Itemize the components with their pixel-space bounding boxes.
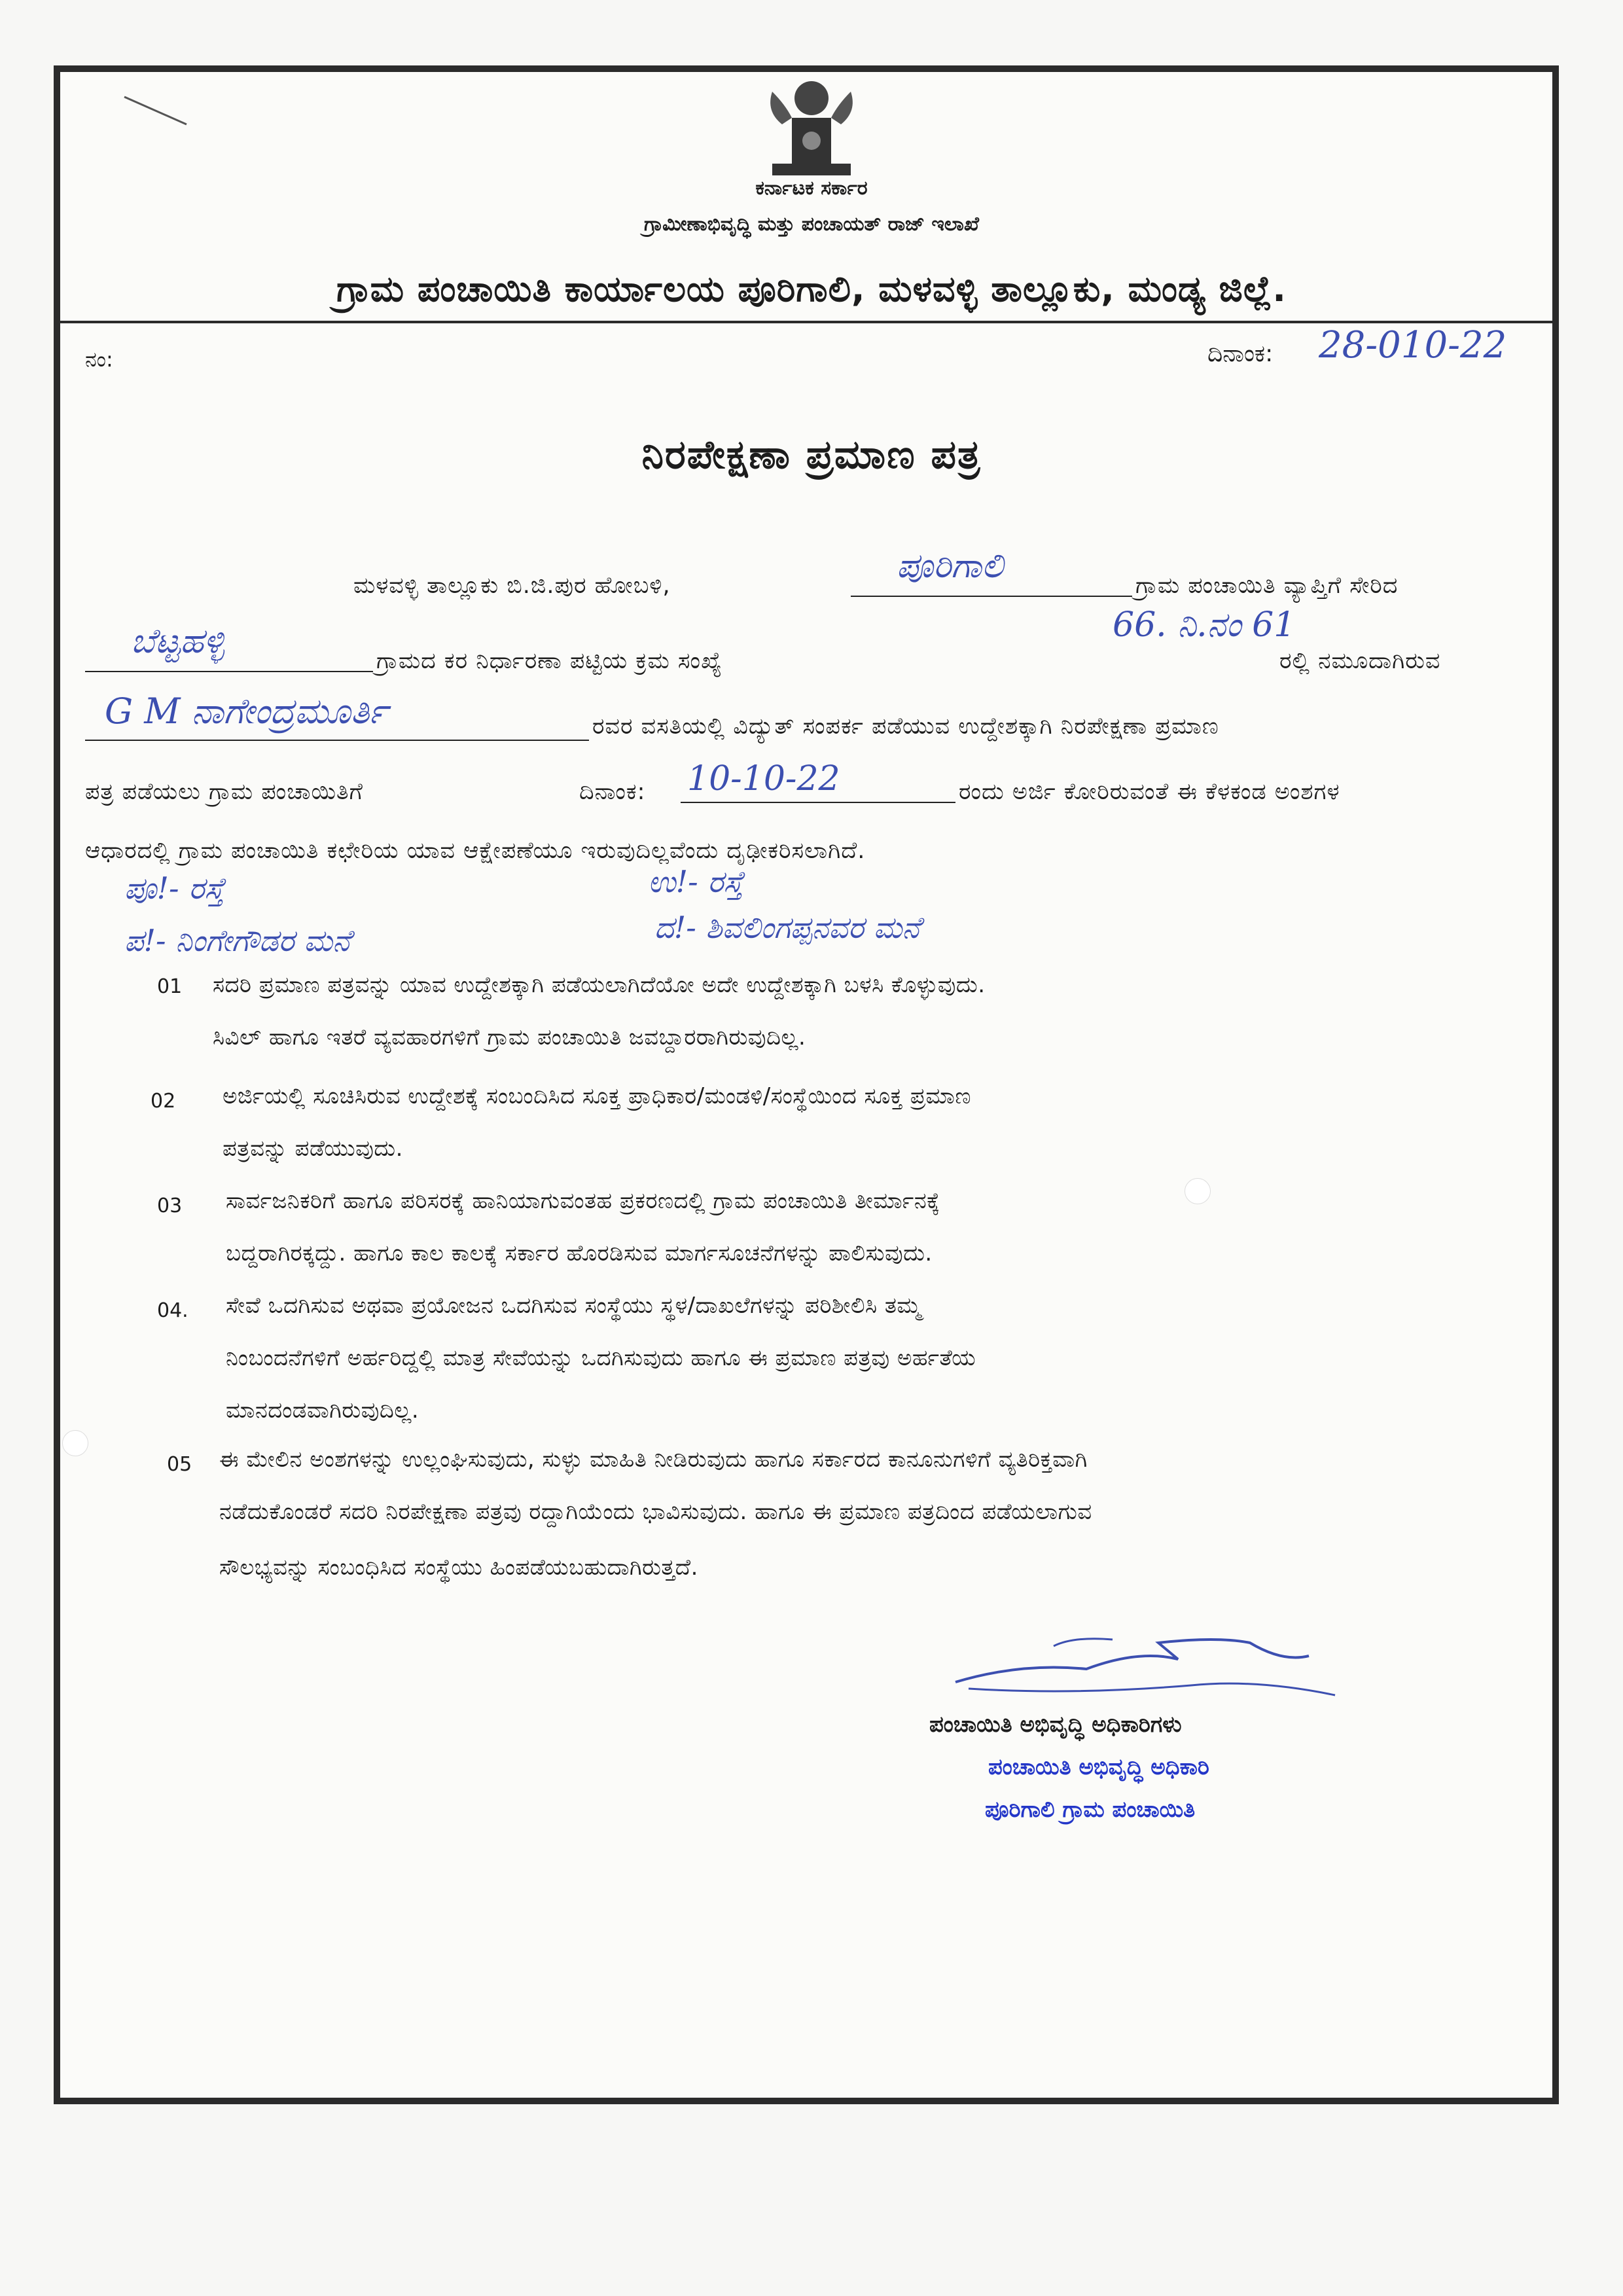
body-line2-a: ಗ್ರಾಮದ ಕರ ನಿರ್ಧಾರಣಾ ಪಟ್ಟಿಯ ಕ್ರಮ ಸಂಖ್ಯೆ [376,648,722,674]
condition-number: 01 [157,975,183,998]
boundary-west: ಪ!- ನಿಂಗೇಗೌಡರ ಮನೆ [124,923,351,958]
condition-text: ಸದರಿ ಪ್ರಮಾಣ ಪತ್ರವನ್ನು ಯಾವ ಉದ್ದೇಶಕ್ಕಾಗಿ ಪಡೆಯಲಾಗಿದೆಯೋ ಅದೇ ಉದ್ದೇಶಕ್ಕಾಗಿ ಬಳಸಿ ಕೊಳ್ಳುವುದು. [213,972,986,998]
punch-hole [62,1430,88,1456]
header-divider [60,321,1552,323]
fill-line [851,596,1132,597]
condition-text: ಪತ್ರವನ್ನು ಪಡೆಯುವುದು. [223,1136,403,1162]
body-line1-a: ಮಳವಳ್ಳಿ ತಾಲ್ಲೂಕು ಬಿ.ಜಿ.ಪುರ ಹೋಬಳಿ, [353,573,671,599]
condition-text: ಸಾರ್ವಜನಿಕರಿಗೆ ಹಾಗೂ ಪರಿಸರಕ್ಕೆ ಹಾನಿಯಾಗುವಂತಹ ಪ್ರಕರಣದಲ್ಲಿ ಗ್ರಾಮ ಪಂಚಾಯಿತಿ ತೀರ್ಮಾನಕ್ಕೆ [226,1188,940,1214]
government-name: ಕರ್ನಾಟಕ ಸರ್ಕಾರ [755,177,868,200]
body-line4-date-label: ದಿನಾಂಕ: [579,779,646,805]
punch-hole [1185,1178,1211,1204]
condition-text: ಮಾನದಂಡವಾಗಿರುವುದಿಲ್ಲ. [226,1397,419,1424]
condition-text: ನಿಂಬಂದನೆಗಳಿಗೆ ಅರ್ಹರಿದ್ದಲ್ಲಿ ಮಾತ್ರ ಸೇವೆಯನ್ನು ಒದಗಿಸುವುದು ಹಾಗೂ ಈ ಪ್ರಮಾಣ ಪತ್ರವು ಅರ್ಹತೆಯ [226,1345,976,1371]
condition-text: ಅರ್ಜಿಯಲ್ಲಿ ಸೂಚಿಸಿರುವ ಉದ್ದೇಶಕ್ಕೆ ಸಂಬಂದಿಸಿದ ಸೂಕ್ತ ಪ್ರಾಧಿಕಾರ/ಮಂಡಳಿ/ಸಂಸ್ಥೆಯಿಂದ ಸೂಕ್ತ ಪ್ರಮಾಣ [223,1083,971,1109]
condition-text: ಬದ್ದರಾಗಿರಕ್ಕದ್ದು. ಹಾಗೂ ಕಾಲ ಕಾಲಕ್ಕೆ ಸರ್ಕಾರ ಹೊರಡಿಸುವ ಮಾರ್ಗಸೂಚನೆಗಳನ್ನು ಪಾಲಿಸುವುದು. [226,1240,933,1266]
body-line2-b: ರಲ್ಲಿ ನಮೂದಾಗಿರುವ [1279,648,1441,674]
condition-text: ನಡೆದುಕೊಂಡರೆ ಸದರಿ ನಿರಪೇಕ್ಷಣಾ ಪತ್ರವು ರದ್ದಾಗಿಯೆಂದು ಭಾವಿಸುವುದು. ಹಾಗೂ ಈ ಪ್ರಮಾಣ ಪತ್ರದಿಂದ ಪಡೆಯಲಾಗುವ [219,1499,1092,1525]
condition-number: 03 [157,1194,183,1217]
office-title: ಗ್ರಾಮ ಪಂಚಾಯಿತಿ ಕಾರ್ಯಾಲಯ ಪೂರಿಗಾಲಿ, ಮಳವಳ್ಳಿ ತಾಲ್ಲೂಕು, ಮಂಡ್ಯ ಜಿಲ್ಲೆ. [336,268,1287,310]
condition-text: ಸೌಲಭ್ಯವನ್ನು ಸಂಬಂಧಿಸಿದ ಸಂಸ್ಥೆಯು ಹಿಂಪಡೆಯಬಹುದಾಗಿರುತ್ತದೆ. [219,1554,698,1581]
fill-serial-number: 66. ನಿ.ನಂ 61 [1113,605,1296,645]
fill-village: ಬೆಟ್ಟಹಳ್ಳಿ [131,622,224,661]
department-name: ಗ್ರಾಮೀಣಾಭಿವೃದ್ಧಿ ಮತ್ತು ಪಂಚಾಯತ್ ರಾಜ್ ಇಲಾಖೆ [644,213,979,236]
official-stamp-line1: ಪಂಚಾಯಿತಿ ಅಭಿವೃದ್ಧಿ ಅಧಿಕಾರಿ [988,1754,1209,1780]
fill-application-date: 10-10-22 [687,759,840,798]
issue-date: 28-010-22 [1319,324,1507,367]
body-line3: ರವರ ವಸತಿಯಲ್ಲಿ ವಿದ್ಯುತ್ ಸಂಪರ್ಕ ಪಡೆಯುವ ಉದ್ದೇಶಕ್ಕಾಗಿ ನಿರಪೇಕ್ಷಣಾ ಪ್ರಮಾಣ [592,713,1219,740]
condition-text: ಈ ಮೇಲಿನ ಅಂಶಗಳನ್ನು ಉಲ್ಲಂಘಿಸುವುದು, ಸುಳ್ಳು ಮಾಹಿತಿ ನೀಡಿರುವುದು ಹಾಗೂ ಸರ್ಕಾರದ ಕಾನೂನುಗಳಿಗೆ ವ್ಯತಿರಿಕ್ತವಾಗಿ [219,1446,1088,1473]
official-stamp-line2: ಪೂರಿಗಾಲಿ ಗ್ರಾಮ ಪಂಚಾಯಿತಿ [985,1797,1196,1823]
body-line4-b: ರಂದು ಅರ್ಜಿ ಕೋರಿರುವಂತೆ ಈ ಕೆಳಕಂಡ ಅಂಶಗಳ [959,779,1340,805]
boundary-north: ಉ!- ರಸ್ತೆ [648,864,743,899]
state-emblem-icon [746,72,877,183]
condition-text: ಸಿವಿಲ್ ಹಾಗೂ ಇತರೆ ವ್ಯವಹಾರಗಳಿಗೆ ಗ್ರಾಮ ಪಂಚಾಯಿತಿ ಜವಬ್ದಾರರಾಗಿರುವುದಿಲ್ಲ. [213,1024,806,1050]
condition-number: 02 [151,1090,176,1113]
fill-line [681,802,955,803]
officer-signature [942,1623,1361,1715]
fill-applicant-name: G M ನಾಗೇಂದ್ರಮೂರ್ತಿ [105,691,388,732]
boundary-east: ಪೂ!- ರಸ್ತೆ [124,870,224,906]
fill-line [85,671,373,672]
condition-number: 04. [157,1299,188,1322]
condition-number: 05 [167,1453,192,1476]
body-line4-a: ಪತ್ರ ಪಡೆಯಲು ಗ್ರಾಮ ಪಂಚಾಯಿತಿಗೆ [85,779,363,805]
date-label: ದಿನಾಂಕ: [1207,340,1274,367]
pen-mark [121,92,193,131]
body-line1-b: ಗ್ರಾಮ ಪಂಚಾಯಿತಿ ವ್ಯಾಪ್ತಿಗೆ ಸೇರಿದ [1135,573,1399,599]
number-label: ನಂ: [85,347,113,372]
fill-village-panchayat: ಪೂರಿಗಾಲಿ [897,547,1004,586]
fill-line [85,740,589,741]
boundary-south: ದ!- ಶಿವಲಿಂಗಪ್ಪನವರ ಮನೆ [654,910,920,945]
signatory-title: ಪಂಚಾಯಿತಿ ಅಭಿವೃದ್ಧಿ ಅಧಿಕಾರಿಗಳು [929,1712,1182,1738]
condition-text: ಸೇವೆ ಒದಗಿಸುವ ಅಥವಾ ಪ್ರಯೋಜನ ಒದಗಿಸುವ ಸಂಸ್ಥೆಯು ಸ್ಥಳ/ದಾಖಲೆಗಳನ್ನು ಪರಿಶೀಲಿಸಿ ತಮ್ಮ [226,1293,921,1319]
body-line5: ಆಧಾರದಲ್ಲಿ ಗ್ರಾಮ ಪಂಚಾಯಿತಿ ಕಛೇರಿಯ ಯಾವ ಆಕ್ಷೇಪಣೆಯೂ ಇರುವುದಿಲ್ಲವೆಂದು ದೃಢೀಕರಿಸಲಾಗಿದೆ. [85,838,866,864]
document-title: ನಿರಪೇಕ್ಷಣಾ ಪ್ರಮಾಣ ಪತ್ರ [641,432,982,478]
